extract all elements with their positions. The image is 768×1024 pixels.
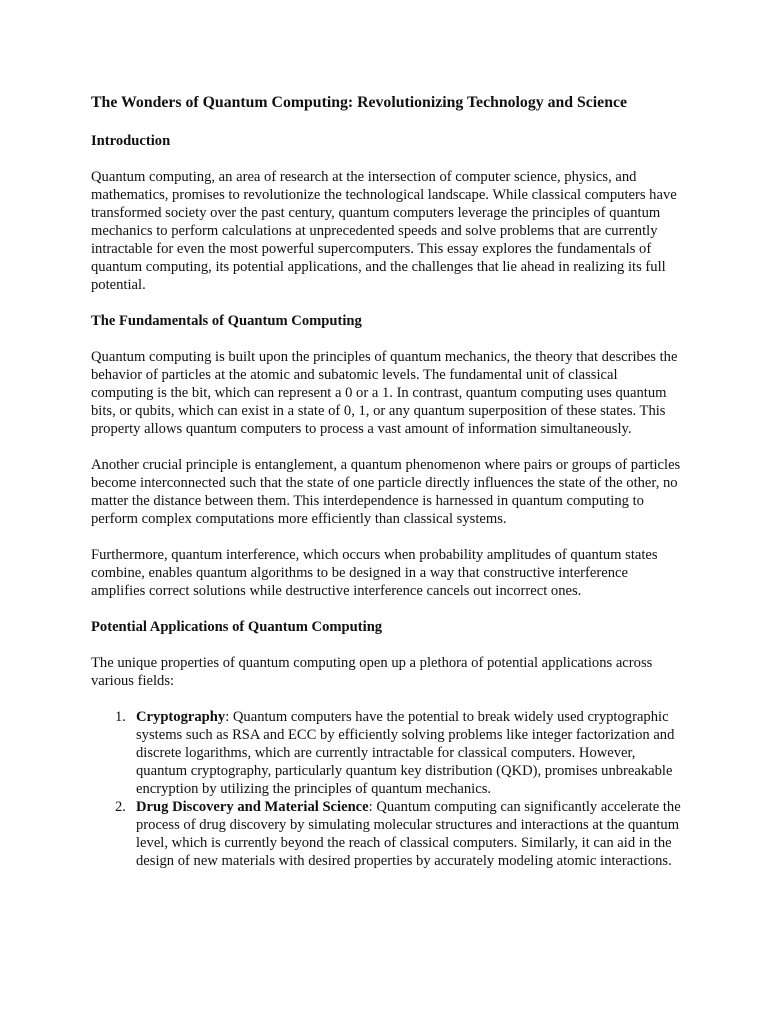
fundamentals-paragraph-3: Furthermore, quantum interference, which occurs when probability amplitudes of quantum states combine, enables quantum algorithms to be designed in a way that constructive interference amplifies correct solutions while destructive interference cancels out incorrect ones. — [91, 547, 658, 599]
introduction-heading: Introduction — [91, 133, 171, 149]
list-item — [91, 798, 681, 870]
document-page — [91, 93, 681, 870]
list-item-term: Drug Discovery and Material Science — [136, 799, 369, 815]
fundamentals-heading: The Fundamentals of Quantum Computing — [91, 313, 362, 329]
applications-intro: The unique properties of quantum computing open up a plethora of potential applications across various fields: — [91, 655, 653, 689]
fundamentals-paragraph-1: Quantum computing is built upon the principles of quantum mechanics, the theory that describes the behavior of particles at the atomic and subatomic levels. The fundamental unit of classical computing is the bit, which can represent a 0 or a 1. In contrast, quantum computing uses quantum bits, or qubits, which can exist in a state of 0, 1, or any quantum superposition of these states. This property allows quantum computers to process a vast amount of information simultaneously. — [91, 349, 678, 437]
list-item-text: : Quantum computers have the potential to break widely used cryptographic systems such as RSA and ECC by efficiently solving problems like integer factorization and discrete logarithms, which are currently intractable for classical computers. However, quantum cryptography, particularly quantum key distribution (QKD), promises unbreakable encryption by utilizing the principles of quantum mechanics. — [136, 709, 675, 797]
document-title: The Wonders of Quantum Computing: Revolutionizing Technology and Science — [91, 94, 628, 111]
fundamentals-paragraph-2: Another crucial principle is entanglement, a quantum phenomenon where pairs or groups of particles become interconnected such that the state of one particle directly influences the state of the other, no matter the distance between them. This interdependence is harnessed in quantum computing to perform complex computations more efficiently than classical systems. — [91, 457, 681, 527]
introduction-paragraph: Quantum computing, an area of research at the intersection of computer science, physics, and mathematics, promises to revolutionize the technological landscape. While classical computers have transformed society over the past century, quantum computers leverage the principles of quantum mechanics to perform calculations at unprecedented speeds and solve problems that are currently intractable for even the most powerful supercomputers. This essay explores the fundamentals of quantum computing, its potential applications, and the challenges that lie ahead in realizing its full potential. — [91, 169, 677, 293]
applications-list — [91, 708, 681, 870]
list-item-term: Cryptography — [136, 709, 226, 725]
list-item — [91, 708, 681, 798]
applications-heading: Potential Applications of Quantum Computing — [91, 619, 383, 635]
list-item-number: 2. — [115, 799, 126, 815]
list-item-number: 1. — [115, 709, 126, 725]
list-item-text: : Quantum computing can significantly accelerate the process of drug discovery by simulating molecular structures and interactions at the quantum level, which is currently beyond the reach of classical computers. Similarly, it can aid in the design of new materials with desired properties by accurately modeling atomic interactions. — [136, 799, 681, 869]
